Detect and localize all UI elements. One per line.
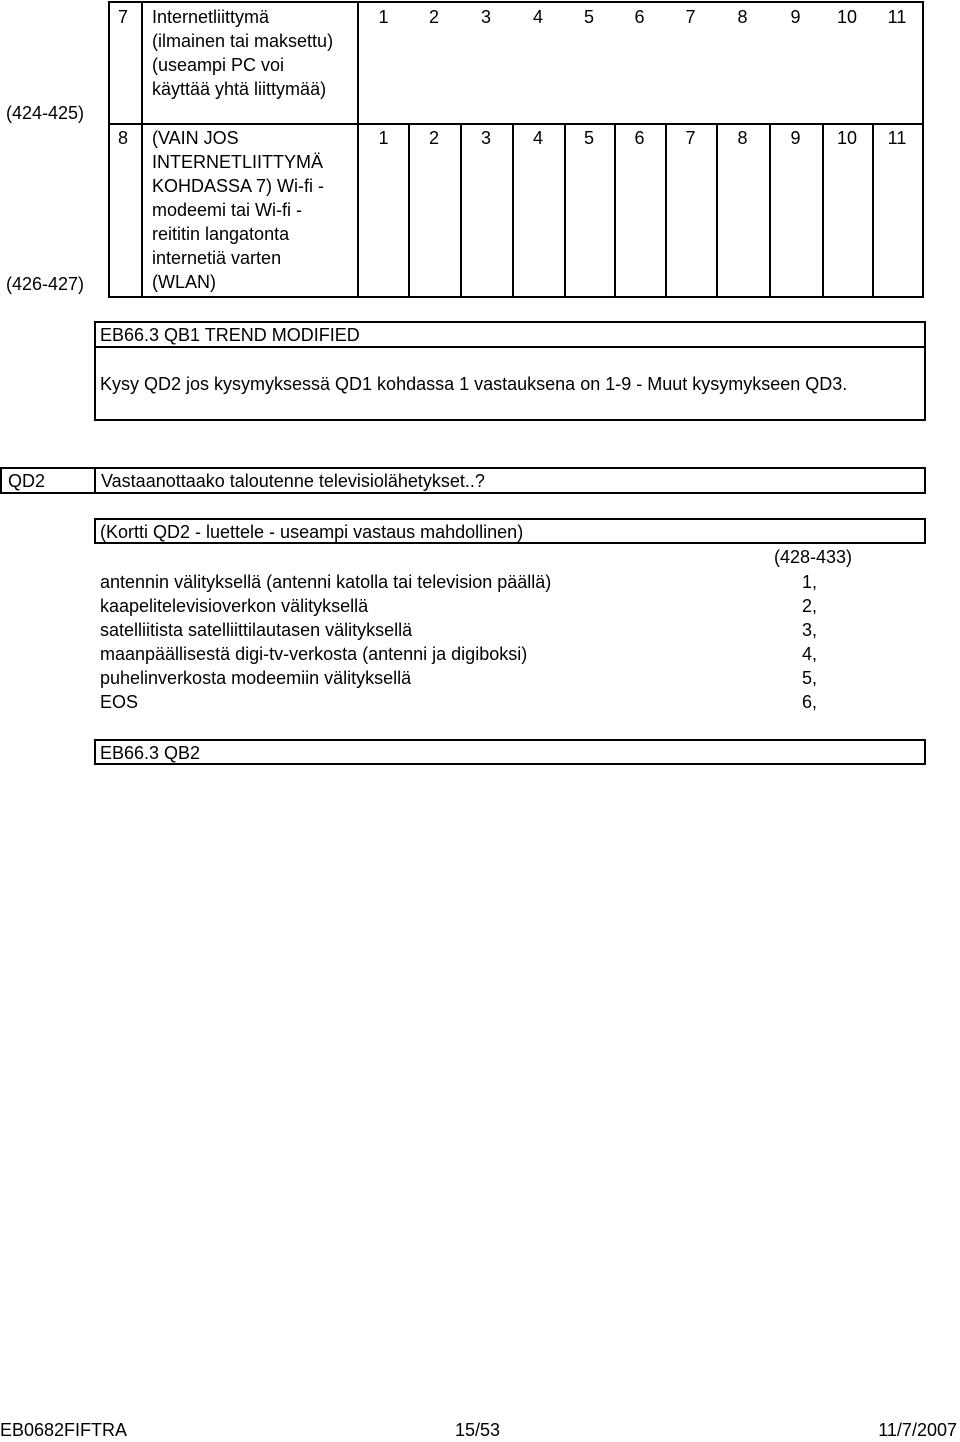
card-instruction-box — [94, 518, 926, 544]
scale-option[interactable]: 5 — [583, 128, 594, 148]
footer-doc-id: EB0682FIFTRA — [0, 1420, 128, 1440]
answer-option-code[interactable]: 2, — [802, 596, 818, 616]
column-code: (426-427) — [6, 274, 85, 294]
scale-option[interactable]: 5 — [583, 7, 594, 27]
row-label-line: (WLAN) — [152, 272, 216, 292]
scale-option[interactable]: 4 — [532, 7, 543, 27]
answer-option-label: kaapelitelevisioverkon välityksellä — [100, 596, 369, 616]
scale-option[interactable]: 7 — [685, 7, 696, 27]
question-row — [0, 467, 926, 494]
answer-scale — [359, 126, 922, 150]
footer-date: 11/7/2007 — [878, 1420, 957, 1440]
row-label-line: INTERNETLIITTYMÄ — [152, 152, 324, 172]
table-border-right — [922, 1, 924, 298]
table-border-left — [108, 1, 110, 298]
scale-option[interactable]: 11 — [887, 128, 907, 148]
scale-option[interactable]: 8 — [737, 128, 748, 148]
scale-option[interactable]: 9 — [790, 7, 801, 27]
answer-option-code[interactable]: 4, — [802, 644, 818, 664]
table-border-top — [108, 1, 924, 3]
scale-option[interactable]: 10 — [836, 7, 858, 27]
table-border-bottom — [108, 296, 924, 298]
row-label-line: modeemi tai Wi-fi - — [152, 200, 303, 220]
column-code: (428-433) — [774, 547, 853, 567]
row-label-line: (ilmainen tai maksettu) — [152, 31, 334, 51]
answer-option-code[interactable]: 1, — [802, 572, 818, 592]
next-question-label: EB66.3 QB2 — [100, 743, 201, 763]
trend-instruction-box — [94, 321, 926, 421]
scale-option[interactable]: 6 — [634, 128, 645, 148]
row-label — [152, 126, 324, 294]
table-row-divider — [108, 123, 924, 125]
row-label-line: internetiä varten — [152, 248, 282, 268]
scale-option[interactable]: 6 — [634, 7, 645, 27]
answer-option-label: maanpäällisestä digi-tv-verkosta (antenni ja digiboksi) — [100, 644, 528, 664]
card-instruction: (Kortti QD2 - luettele - useampi vastaus mahdollinen) — [100, 522, 524, 542]
row-label-line: (useampi PC voi — [152, 55, 285, 75]
row-label-line: KOHDASSA 7) Wi-fi - — [152, 176, 325, 196]
question-text: Vastaanottaako taloutenne televisiolähetykset..? — [101, 471, 485, 491]
answer-option-code[interactable]: 3, — [802, 620, 818, 640]
question-id: QD2 — [8, 471, 46, 491]
scale-option[interactable]: 11 — [887, 7, 907, 27]
trend-label: EB66.3 QB1 TREND MODIFIED — [100, 325, 360, 345]
row-label-line: reititin langatonta — [152, 224, 290, 244]
filter-instruction: Kysy QD2 jos kysymyksessä QD1 kohdassa 1 vastauksena on 1-9 - Muut kysymykseen QD3. — [100, 374, 848, 394]
scale-option[interactable]: 3 — [480, 128, 491, 148]
footer-page-number: 15/53 — [455, 1420, 501, 1440]
scale-option[interactable]: 4 — [532, 128, 543, 148]
row-label-line: käyttää yhtä liittymää) — [152, 79, 327, 99]
row-number: 8 — [118, 128, 129, 148]
answer-option-label: EOS — [100, 692, 139, 712]
row-number: 7 — [118, 7, 129, 27]
scale-option[interactable]: 1 — [378, 7, 389, 27]
scale-option[interactable]: 9 — [790, 128, 801, 148]
question-id-divider — [94, 469, 96, 492]
scale-option[interactable]: 3 — [480, 7, 491, 27]
answer-option-label: puhelinverkosta modeemiin välityksellä — [100, 668, 412, 688]
scale-option[interactable]: 8 — [737, 7, 748, 27]
next-question-box — [94, 739, 926, 765]
answer-scale — [359, 5, 922, 29]
answer-option-code[interactable]: 6, — [802, 692, 818, 712]
answer-option-label: satelliitista satelliittilautasen välityksellä — [100, 620, 413, 640]
answer-option-label: antennin välityksellä (antenni katolla tai television päällä) — [100, 572, 552, 592]
scale-option[interactable]: 2 — [428, 128, 439, 148]
column-code: (424-425) — [6, 103, 85, 123]
scale-option[interactable]: 7 — [685, 128, 696, 148]
row-label-line: Internetliittymä — [152, 7, 270, 27]
row-label-line: (VAIN JOS — [152, 128, 239, 148]
row-label — [152, 5, 333, 101]
scale-option[interactable]: 1 — [378, 128, 389, 148]
scale-option[interactable]: 2 — [428, 7, 439, 27]
scale-option[interactable]: 10 — [836, 128, 858, 148]
table-number-divider — [141, 1, 143, 298]
answer-option-code[interactable]: 5, — [802, 668, 818, 688]
